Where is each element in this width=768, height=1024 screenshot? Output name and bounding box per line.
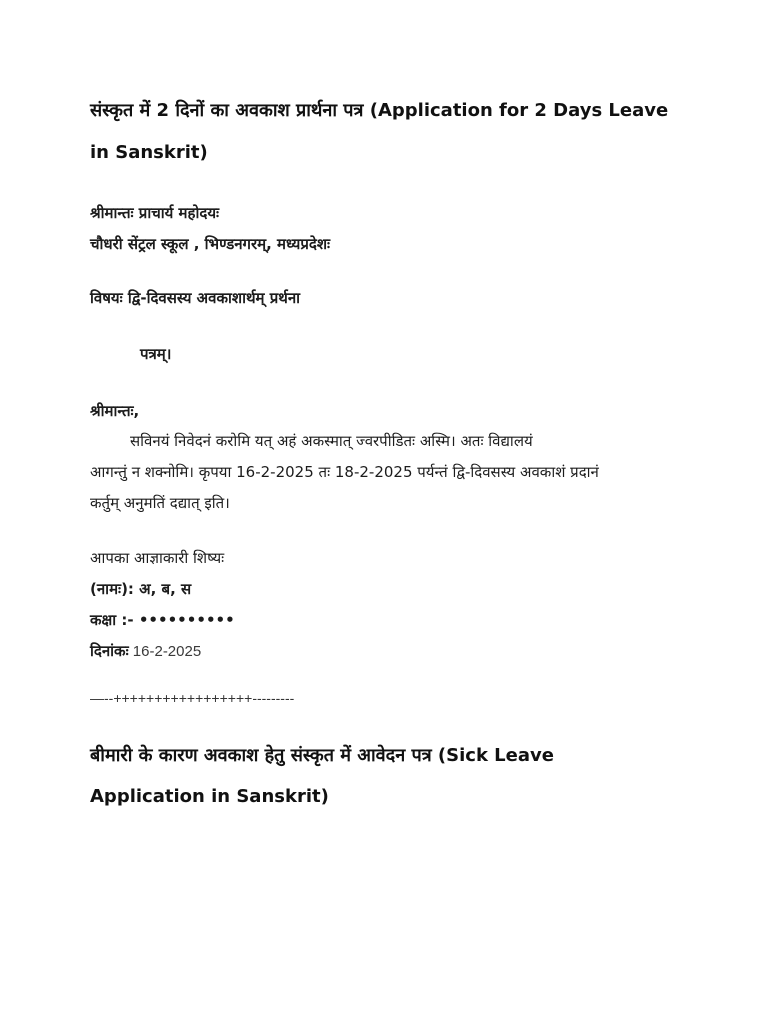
section-divider: —--+++++++++++++++++--------- — [90, 690, 295, 706]
subject-line: विषयः द्वि-दिवसस्य अवकाशार्थम् प्रर्थना — [90, 289, 301, 307]
subject-line-continuation: पत्रम्। — [140, 345, 172, 363]
heading-sick-leave-line-2: Application in Sanskrit) — [90, 786, 329, 807]
class-line: कक्षा :- •••••••••• — [90, 611, 235, 629]
heading-2-days-leave-line-2: in Sanskrit) — [90, 142, 208, 163]
school-address-line: चौधरी सेंट्रल स्कूल , भिण्डनगरम्, मध्यप्रदेशः — [90, 235, 331, 253]
student-name-line: (नामः): अ, ब, स — [90, 580, 192, 598]
addressee-line: श्रीमान्तः प्राचार्य महोदयः — [90, 204, 220, 222]
date-value: 16-2-2025 — [128, 643, 202, 660]
body-line-2: आगन्तुं न शक्नोमि। कृपया 16-2-2025 तः 18-2-2025 पर्यन्तं द्वि-दिवसस्य अवकाशं प्रदानं — [90, 463, 599, 481]
salutation-line: श्रीमान्तः, — [90, 402, 140, 420]
body-line-3: कर्तुम् अनुमतिं दद्यात् इति। — [90, 494, 230, 512]
date-label: दिनांकः — [90, 642, 129, 660]
heading-2-days-leave-line-1: संस्कृत में 2 दिनों का अवकाश प्रार्थना पत्र (Application for 2 Days Leave — [90, 100, 669, 121]
body-line-1: सविनयं निवेदनं करोमि यत् अहं अकस्मात् ज्वरपीडितः अस्मि। अतः विद्यालयं — [130, 432, 533, 450]
date-line — [90, 641, 201, 661]
closing-line: आपका आज्ञाकारी शिष्यः — [90, 549, 225, 567]
heading-sick-leave-line-1: बीमारी के कारण अवकाश हेतु संस्कृत में आवेदन पत्र (Sick Leave — [90, 745, 554, 766]
